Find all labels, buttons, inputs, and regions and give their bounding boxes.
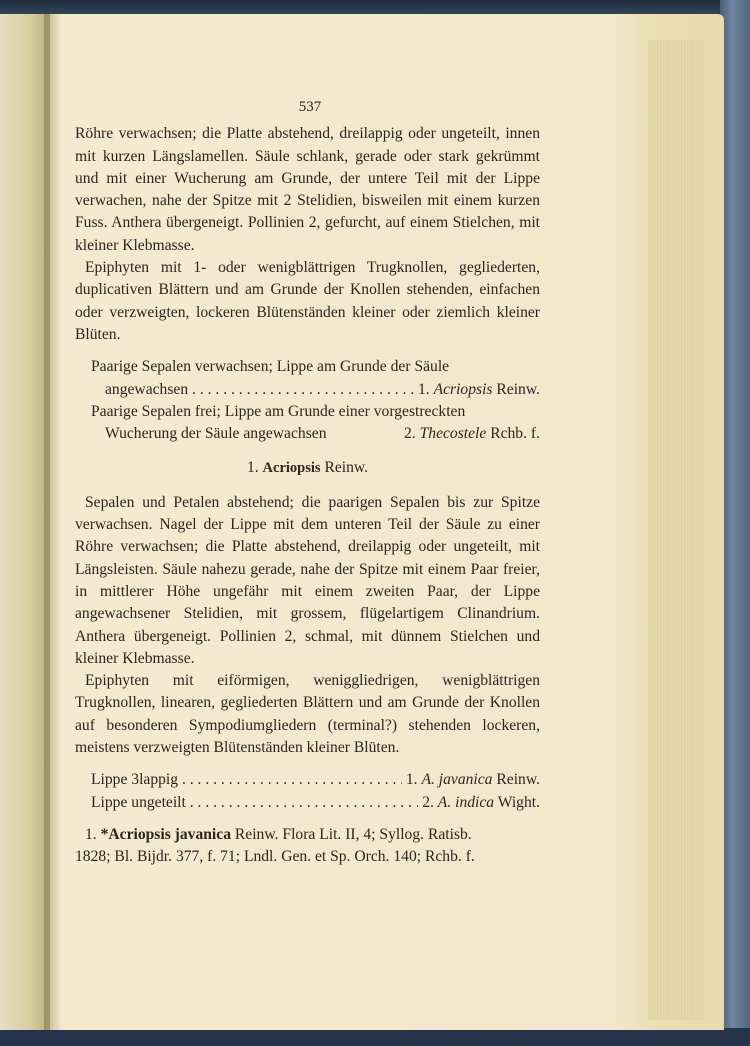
species-citation-1: Reinw. Flora Lit. II, 4; Syllog. Ratisb. [234, 825, 472, 843]
species-entry-line1 [75, 824, 540, 846]
paragraph-description-end: Röhre verwachsen; die Platte abstehend, dreilappig oder ungeteilt, innen mit kurzen Längslamellen. Säule schlank, gerade oder stark gekrümmt und mit einer Wucherung am Grunde, der untere Teil mit der Lippe verwachen, nahe der Spitze mit 2 Stelidien, bisweilen mit einem kurzen Fuss. Anthera übergeneigt. Pollinien 2, gefurcht, auf einem Stielchen, mit kleiner Klebmasse. [75, 125, 540, 254]
species-key-b-number: 2. [422, 793, 434, 811]
species-key-a-number: 1. [405, 771, 418, 789]
key-entry-b-genus: Thecostele [419, 425, 487, 443]
key-entry-a-number: 1. [417, 380, 430, 398]
genus-key [75, 356, 540, 445]
section-heading [75, 457, 540, 479]
species-key-b-species: A. indica [437, 793, 495, 811]
spacer [75, 759, 540, 769]
species-key-a-result [402, 769, 540, 791]
species-key [75, 769, 540, 814]
facing-page-edge [0, 14, 50, 1030]
section-genus: Acriopsis [262, 460, 321, 477]
gutter-shadow [44, 14, 62, 1030]
paragraph-habit: Epiphyten mit 1- oder wenigblättrigen Trugknollen, gegliederten, duplicativen Blättern und am Grunde der Knollen stehenden, einfachen oder verzweigten, lockeren Blütenständen kleiner oder ziemlich kleiner Blüten. [75, 259, 540, 343]
paragraph-genus-description: Sepalen und Petalen abstehend; die paarigen Sepalen bis zur Spitze verwachsen. Nagel der Lippe mit dem unteren Teil der Säule zu einer Röhre verwachsen; die Platte abstehend, dreilappig oder ungeteilt, mit Längsleisten. Säule nahezu gerade, nahe der Spitze mit einem Paar freier, in mittlerer Höhe ungefähr mit einem zweiten Paar, der Lippe angewachsener Stelidien, mit grossem, flügelartigem Clinandrium. Anthera übergeneigt. Pollinien 2, schmal, mit dünnem Stielchen und kleiner Klebmasse. [75, 493, 540, 667]
book-cover-spine [720, 0, 750, 1046]
paragraph-genus-habit: Epiphyten mit eiförmigen, weniggliedrigen, wenigblättrigen Trugknollen, linearen, gegliederten Blättern und am Grunde der Knollen auf besonderen Sympodiumgliedern (terminal?) stehenden lockeren, meistens verzweigten Blütenständen kleiner Blüten. [75, 672, 540, 757]
species-key-a-author: Reinw. [496, 771, 540, 789]
species-key-entry-a [75, 769, 540, 791]
key-entry-a-line2 [75, 379, 540, 401]
key-entry-a-genus: Acriopsis [433, 380, 493, 398]
key-entry-b-author: Rchb. f. [490, 425, 540, 443]
species-key-a-text: Lippe 3lappig . . . [91, 769, 402, 791]
key-entry-a-text: angewachsen . . . [105, 379, 414, 401]
species-name: *Acriopsis javanica [100, 825, 231, 843]
key-entry-a-author: Reinw. [496, 380, 540, 398]
species-citation-2: 1828; Bl. Bijdr. 377, f. 71; Lndl. Gen. et Sp. Orch. 140; Rchb. f. [75, 848, 475, 866]
species-key-b-result [418, 792, 540, 814]
key-entry-b-line2 [75, 423, 540, 445]
spacer [75, 346, 540, 356]
species-key-a-species: A. javanica [421, 771, 493, 789]
species-number: 1. [85, 825, 97, 843]
species-key-b-text: Lippe ungeteilt . . . [91, 792, 418, 814]
key-entry-a-line1: Paarige Sepalen verwachsen; Lippe am Grunde der Säule [91, 358, 450, 376]
section-author: Reinw. [324, 459, 369, 477]
book-cover-bottom [0, 1028, 750, 1046]
species-key-entry-b [75, 792, 540, 814]
page-edges [648, 40, 704, 1020]
page-text [75, 96, 540, 869]
page-number: 537 [298, 99, 322, 115]
key-entry-b-line1: Paarige Sepalen frei; Lippe am Grunde einer vorgestreckten [91, 402, 466, 420]
species-entry [75, 824, 540, 869]
key-entry-a-result [414, 379, 540, 401]
key-entry-b-number: 2. [403, 425, 416, 443]
species-key-b-author: Wight. [497, 793, 540, 811]
spacer [75, 814, 540, 824]
key-entry-b-result [404, 423, 540, 445]
section-number: 1. [246, 459, 259, 477]
key-entry-b-text: Wucherung der Säule angewachsen [105, 425, 327, 443]
